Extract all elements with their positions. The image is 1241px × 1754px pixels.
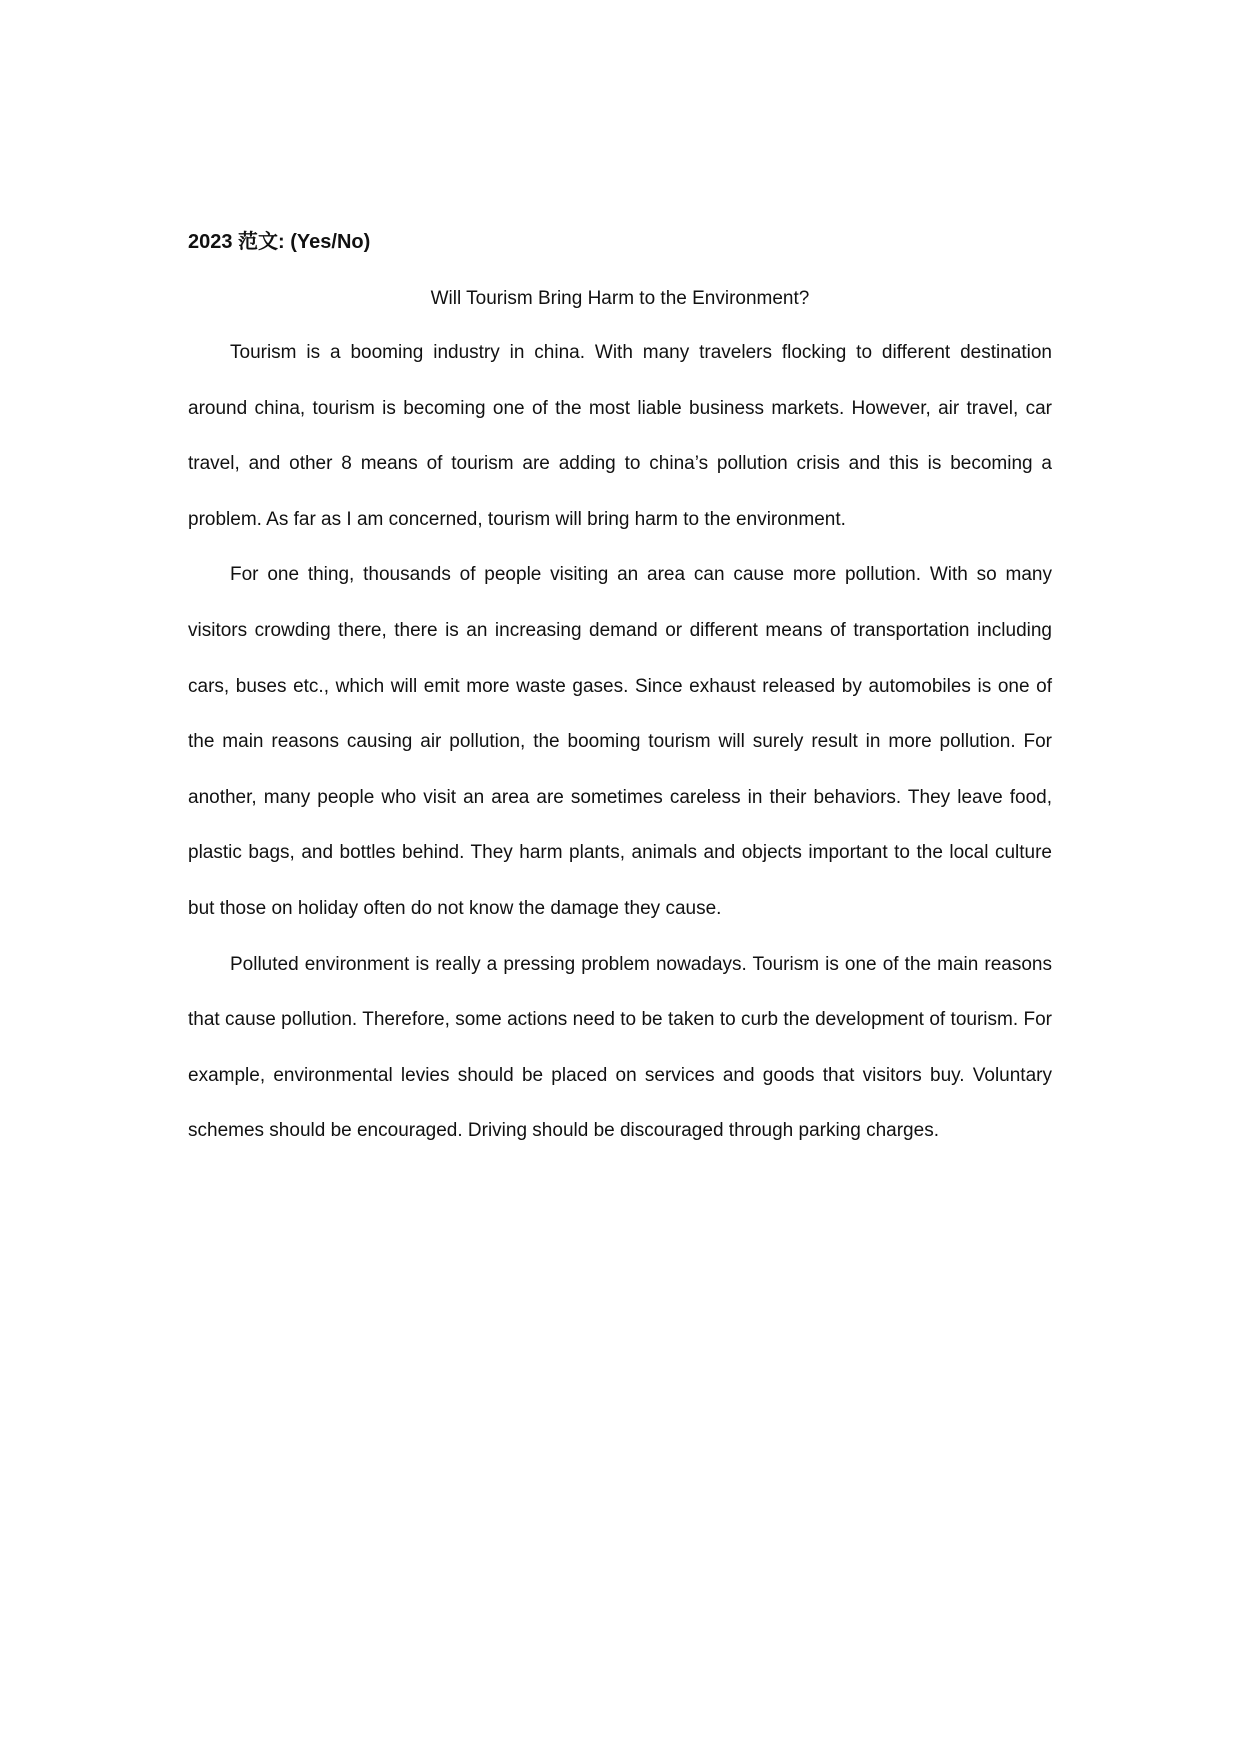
essay-paragraph-1: Tourism is a booming industry in china. With many travelers flocking to different destination around china, tourism is becoming one of the most liable business markets. However, air travel, car travel, and other 8 means of tourism are adding to china’s pollution crisis and this is becoming a problem. As far as I am concerned, tourism will bring harm to the environment. [188,342,1052,530]
essay-paragraph-2: For one thing, thousands of people visiting an area can cause more pollution. With so many visitors crowding there, there is an increasing demand or different means of transportation including cars, buses etc., which will emit more waste gases. Since exhaust released by automobiles is one of the main reasons causing air pollution, the booming tourism will surely result in more pollution. For another, many people who visit an area are sometimes careless in their behaviors. They leave food, plastic bags, and bottles behind. They harm plants, animals and objects important to the local culture but those on holiday often do not know the damage they cause. [188,564,1052,919]
essay-title: Will Tourism Bring Harm to the Environment? [430,288,810,309]
document-heading: 2023 范文: (Yes/No) [188,231,371,253]
essay-body [188,325,1052,1159]
essay-paragraph-3: Polluted environment is really a pressing problem nowadays. Tourism is one of the main reasons that cause pollution. Therefore, some actions need to be taken to curb the development of tourism. For example, environmental levies should be placed on services and goods that visitors buy. Voluntary schemes should be encouraged. Driving should be discouraged through parking charges. [188,953,1052,1142]
